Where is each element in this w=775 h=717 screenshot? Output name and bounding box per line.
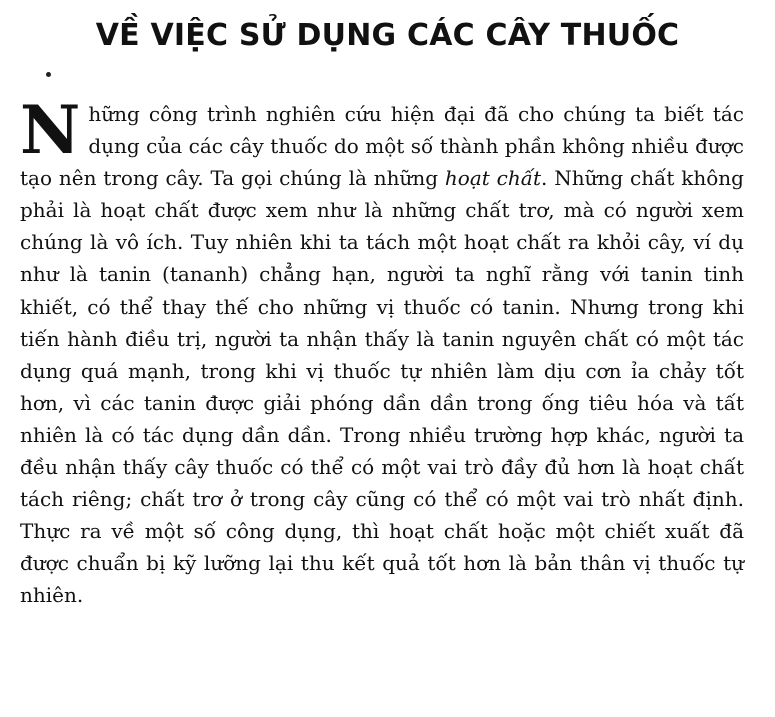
body-paragraph (20, 91, 744, 612)
drop-cap: N (20, 91, 81, 169)
paragraph-text-before-emphasis: hững công trình nghiên cứu hiện đại đã cho chúng ta biết tác dụng của các cây thuốc do một số thành phần không nhiều được tạo nên trong cây. Ta gọi chúng là những (20, 102, 744, 191)
paragraph-text-after-emphasis: . Những chất không phải là hoạt chất được xem như là những chất trơ, mà có người xem chúng là vô ích. Tuy nhiên khi ta tách một hoạt chất ra khỏi cây, ví dụ như là tanin (tananh) chẳng hạn, người ta nghĩ rằng với tanin tinh khiết, có thể thay thế cho những vị thuốc có tanin. Nhưng trong khi tiến hành điều trị, người ta nhận thấy là tanin nguyên chất có một tác dụng quá mạnh, trong khi vị thuốc tự nhiên làm dịu cơn ỉa chảy tốt hơn, vì các tanin được giải phóng dần dần trong ống tiêu hóa và tất nhiên là có tác dụng dần dần. Trong nhiều trường hợp khác, người ta đều nhận thấy cây thuốc có thể có một vai trò đầy đủ hơn là hoạt chất tách riêng; chất trơ ở trong cây cũng có thể có một vai trò nhất định. Thực ra về một số công dụng, thì hoạt chất hoặc một chiết xuất đã được chuẩn bị kỹ lưỡng lại thu kết quả tốt hơn là bản thân vị thuốc tự nhiên. (20, 166, 744, 608)
emphasized-term: hoạt chất (444, 166, 542, 191)
stray-dot-mark (46, 72, 51, 77)
page-title: VỀ VIỆC SỬ DỤNG CÁC CÂY THUỐC (95, 18, 680, 53)
